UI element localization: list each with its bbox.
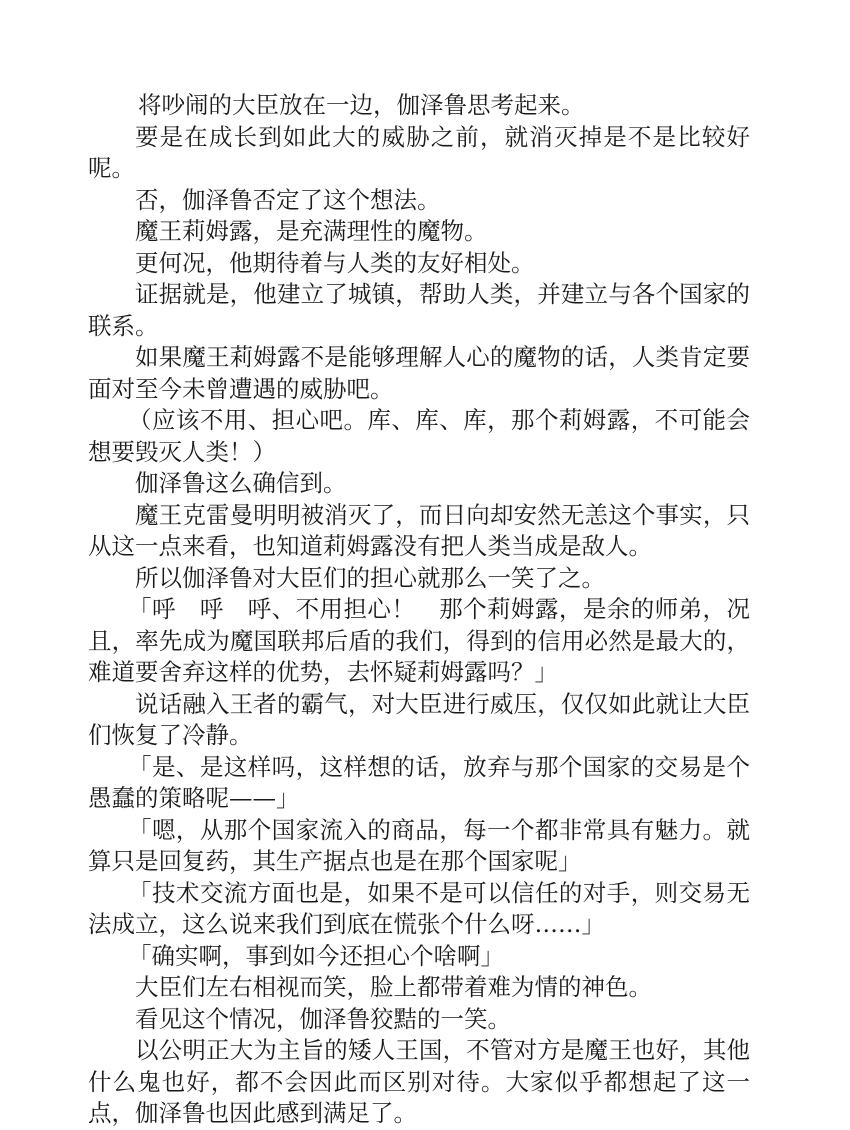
paragraph-19: 看见这个情况，伽泽鲁狡黠的一笑。 bbox=[135, 1004, 511, 1033]
body-text-column bbox=[88, 90, 750, 1130]
paragraph-20: 以公明正大为主旨的矮人王国，不管对方是魔王也好，其他什么鬼也好，都不会因此而区别对待。大家似乎都想起了这一点，伽泽鲁也因此感到满足了。 bbox=[88, 1036, 750, 1127]
paragraph-14: 「是、是这样吗，这样想的话，放弃与那个国家的交易是个愚蠢的策略呢——」 bbox=[88, 752, 750, 812]
paragraph-8: （应该不用、担心吧。库、库、库，那个莉姆露，不可能会想要毁灭人类！） bbox=[88, 406, 750, 466]
paragraph-6: 证据就是，他建立了城镇，帮助人类，并建立与各个国家的联系。 bbox=[88, 280, 750, 340]
paragraph-17: 「确实啊，事到如今还担心个啥啊」 bbox=[128, 941, 504, 970]
paragraph-1: 将吵闹的大臣放在一边，伽泽鲁思考起来。 bbox=[138, 91, 585, 119]
paragraph-5: 更何况，他期待着与人类的友好相处。 bbox=[135, 248, 535, 277]
paragraph-12: 「呼 呼 呼、不用担心！ 那个莉姆露，是余的师弟，况且，率先成为魔国联邦后盾的我们，得到的信用必然是最大的，难道要舍弃这样的优势，去怀疑莉姆露吗？」 bbox=[88, 595, 750, 686]
paragraph-13: 说话融入王者的霸气，对大臣进行威压，仅仅如此就让大臣们恢复了冷静。 bbox=[88, 689, 750, 749]
paragraph-15: 「嗯，从那个国家流入的商品，每一个都非常具有魅力。就算只是回复药，其生产据点也是在那个国家呢」 bbox=[88, 815, 750, 875]
paragraph-7: 如果魔王莉姆露不是能够理解人心的魔物的话，人类肯定要面对至今未曾遭遇的威胁吧。 bbox=[88, 343, 750, 403]
paragraph-9: 伽泽鲁这么确信到。 bbox=[135, 469, 347, 497]
paragraph-10: 魔王克雷曼明明被消灭了，而日向却安然无恙这个事实，只从这一点来看，也知道莉姆露没有把人类当成是敌人。 bbox=[88, 500, 750, 560]
paragraph-18: 大臣们左右相视而笑，脸上都带着难为情的神色。 bbox=[135, 973, 652, 1001]
paragraph-16: 「技术交流方面也是，如果不是可以信任的对手，则交易无法成立，这么说来我们到底在慌张个什么呀……」 bbox=[88, 878, 750, 938]
paragraph-3: 否，伽泽鲁否定了这个想法。 bbox=[135, 185, 441, 214]
paragraph-4: 魔王莉姆露，是充满理性的魔物。 bbox=[135, 217, 488, 245]
paragraph-2: 要是在成长到如此大的威胁之前，就消灭掉是不是比较好呢。 bbox=[88, 122, 750, 182]
paragraph-11: 所以伽泽鲁对大臣们的担心就那么一笑了之。 bbox=[135, 563, 605, 592]
